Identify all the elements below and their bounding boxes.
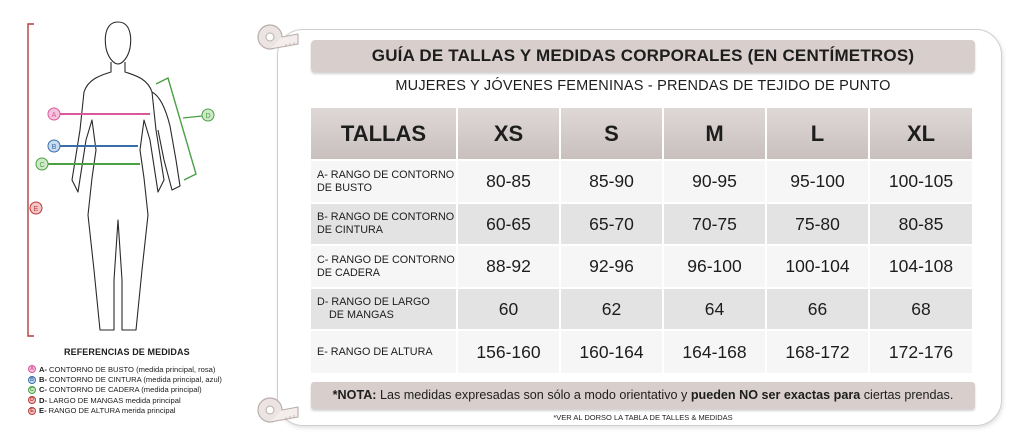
reference-prefix: A-	[39, 364, 48, 374]
row-label-line2: DE BUSTO	[317, 181, 372, 194]
reference-text: CONTORNO DE CADERA (medida principal)	[49, 385, 202, 395]
page-title: GUÍA DE TALLAS Y MEDIDAS CORPORALES (EN CENTÍMETROS)	[311, 40, 975, 72]
note-label: *NOTA:	[332, 388, 377, 402]
table-cell: 60-65	[457, 203, 560, 245]
reference-text: CONTORNO DE CINTURA (medida principal, azul)	[49, 375, 222, 385]
row-label	[311, 245, 457, 288]
reference-text: LARGO DE MANGAS medida principal	[49, 395, 181, 405]
table-cell: 156-160	[457, 330, 560, 373]
table-cell: 160-164	[560, 330, 663, 373]
row-label	[311, 203, 457, 245]
footnote: *VER AL DORSO LA TABLA DE TALLES & MEDIDAS	[553, 413, 733, 422]
height-bracket	[28, 24, 34, 336]
table-cell: 100-104	[766, 245, 869, 288]
marker-d: D	[205, 113, 211, 120]
row-label-line1: D- RANGO DE LARGO	[317, 296, 430, 308]
marker-e: E	[33, 206, 39, 213]
table-cell: 168-172	[766, 330, 869, 373]
table-row	[311, 245, 972, 288]
reference-item-b	[28, 374, 222, 384]
note-banner	[311, 382, 975, 409]
reference-prefix: B-	[39, 375, 48, 385]
table-cell: 172-176	[869, 330, 972, 373]
header-size-m: M	[663, 108, 766, 160]
table-cell: 66	[766, 288, 869, 330]
header-size-s: S	[560, 108, 663, 160]
table-cell: 100-105	[869, 160, 972, 203]
header-size-xl: XL	[869, 108, 972, 160]
row-label-line2: DE CADERA	[317, 266, 380, 279]
table-cell: 92-96	[560, 245, 663, 288]
reference-item-a	[28, 364, 222, 374]
reference-item-c	[28, 385, 222, 395]
row-label-line1: A- RANGO DE CONTORNO	[317, 168, 455, 181]
row-label-line1: E- RANGO DE ALTURA	[317, 345, 433, 358]
table-cell: 75-80	[766, 203, 869, 245]
note-emphasis: pueden NO ser exactas para	[690, 388, 861, 402]
references-list	[28, 364, 222, 416]
measuring-tape-icon	[256, 20, 302, 54]
table-cell: 104-108	[869, 245, 972, 288]
reference-marker-e: E	[28, 407, 36, 415]
reference-marker-b: B	[28, 376, 36, 384]
body-outline	[72, 22, 180, 330]
table-cell: 64	[663, 288, 766, 330]
row-label	[311, 160, 457, 203]
table-header-row	[311, 108, 972, 160]
row-label	[311, 330, 457, 373]
table-cell: 96-100	[663, 245, 766, 288]
reference-text: CONTORNO DE BUSTO (medida principal, rosa)	[49, 364, 216, 374]
measuring-tape-icon	[256, 393, 302, 427]
table-cell: 80-85	[457, 160, 560, 203]
reference-marker-c: C	[28, 386, 36, 394]
table-cell: 68	[869, 288, 972, 330]
marker-c: C	[39, 162, 45, 169]
header-tallas: TALLAS	[311, 108, 457, 160]
table-cell: 80-85	[869, 203, 972, 245]
reference-item-e	[28, 406, 222, 416]
header-size-l: L	[766, 108, 869, 160]
row-label-line1: B- RANGO DE CONTORNO	[317, 211, 455, 223]
table-row	[311, 160, 972, 203]
header-size-xs: XS	[457, 108, 560, 160]
reference-text: RANGO DE ALTURA merida principal	[48, 406, 176, 416]
references-title: REFERENCIAS DE MEDIDAS	[64, 347, 190, 357]
table-cell: 70-75	[663, 203, 766, 245]
body-figure	[0, 0, 250, 345]
table-cell: 164-168	[663, 330, 766, 373]
table-cell: 95-100	[766, 160, 869, 203]
table-cell: 60	[457, 288, 560, 330]
reference-prefix: D-	[39, 395, 48, 405]
table-cell: 85-90	[560, 160, 663, 203]
reference-item-d	[28, 395, 222, 405]
table-row	[311, 330, 972, 373]
marker-a: A	[51, 112, 57, 119]
row-label	[311, 288, 457, 330]
note-text-end: ciertas prendas.	[860, 388, 954, 402]
note-text: Las medidas expresadas son sólo a modo orientativo y	[376, 388, 691, 402]
page-subtitle: MUJERES Y JÓVENES FEMENINAS - PRENDAS DE TEJIDO DE PUNTO	[395, 78, 891, 94]
table-cell: 65-70	[560, 203, 663, 245]
table-row	[311, 203, 972, 245]
table-cell: 62	[560, 288, 663, 330]
reference-marker-d: D	[28, 396, 36, 404]
reference-prefix: C-	[39, 385, 48, 395]
table-cell: 88-92	[457, 245, 560, 288]
table-cell: 90-95	[663, 160, 766, 203]
table-row	[311, 288, 972, 330]
reference-prefix: E-	[39, 406, 47, 416]
row-label-line1: C- RANGO DE CONTORNO	[317, 253, 455, 266]
row-label-line2: DE MANGAS	[329, 309, 394, 321]
reference-marker-a: A	[28, 365, 36, 373]
row-label-line2: DE CINTURA	[317, 224, 383, 236]
marker-b: B	[51, 144, 57, 151]
size-table	[311, 108, 972, 373]
body-figure-panel	[0, 0, 250, 435]
